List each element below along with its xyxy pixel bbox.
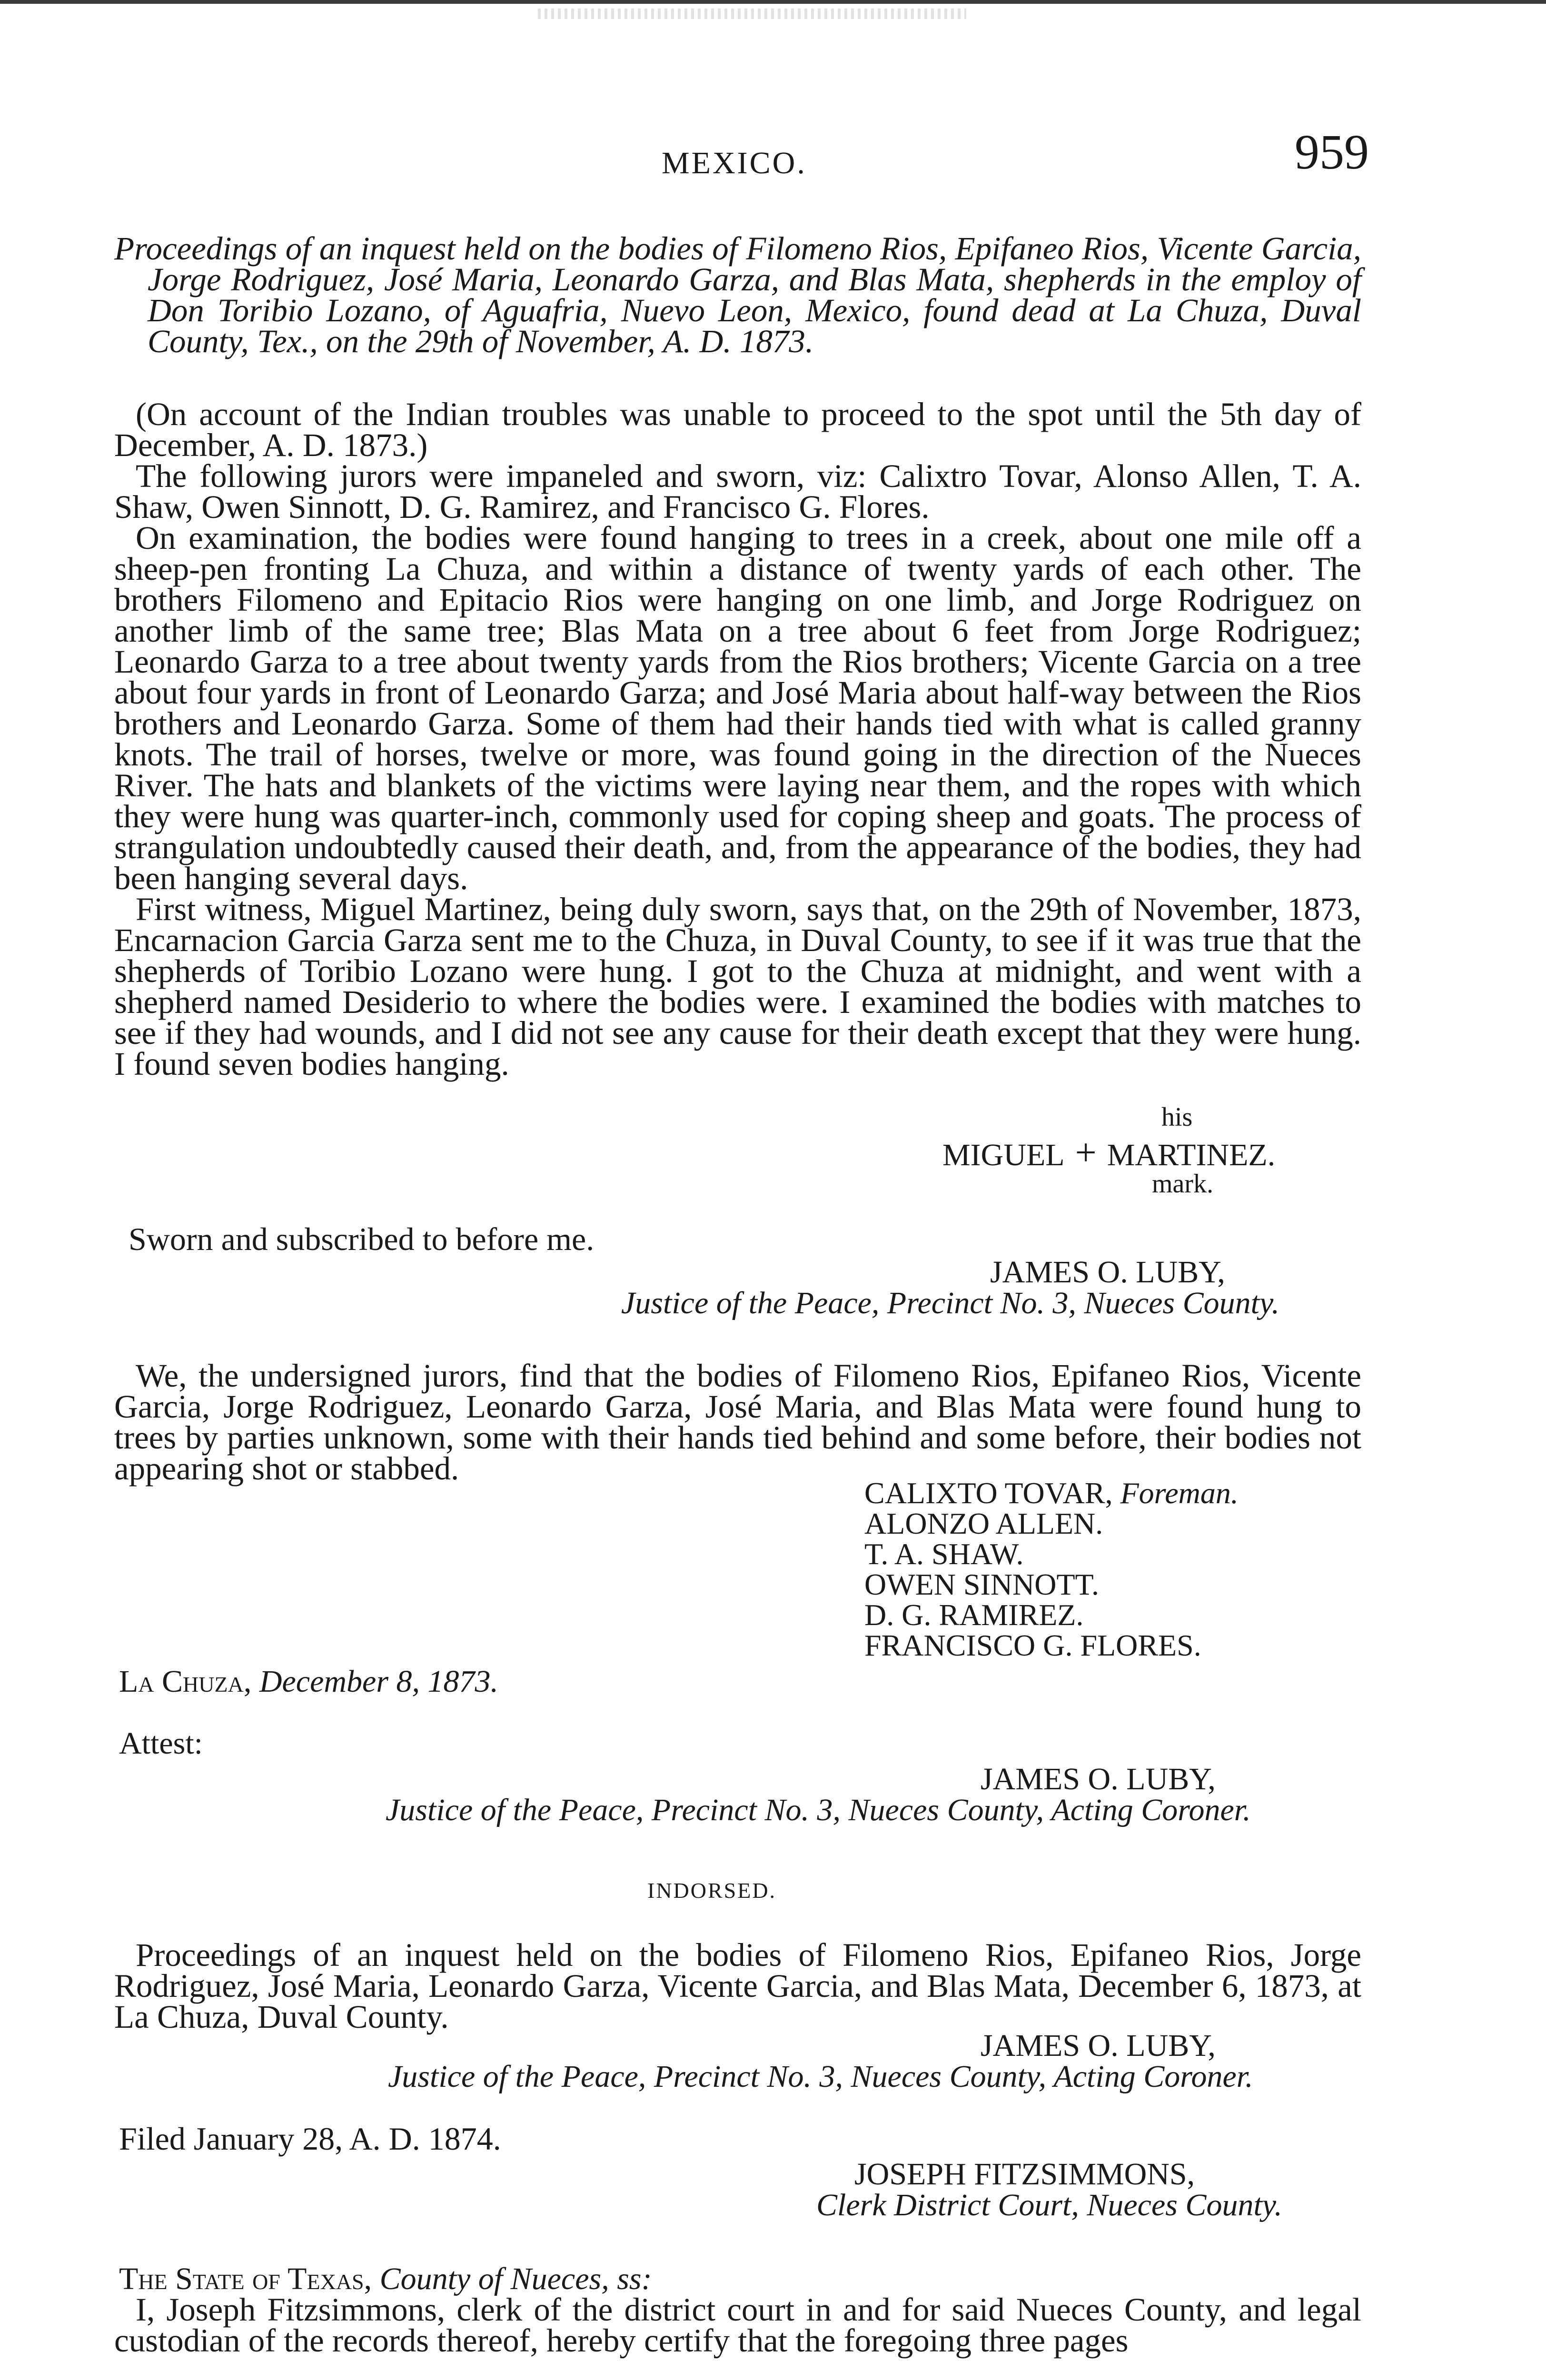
certification-text: I, Joseph Fitzsimmons, clerk of the district court in and for said Nueces County, and legal custodian of the records thereof, hereby certify that the foregoing three pages — [114, 2291, 1361, 2359]
mark-name-line — [942, 1131, 1275, 1175]
foreman-role: Foreman. — [1120, 1476, 1239, 1510]
running-title: MEXICO. — [662, 146, 807, 180]
witness-mark-signature — [942, 1102, 1371, 1211]
luby-title-3: Justice of the Peace, Precinct No. 3, Nueces County, Acting Coroner. — [388, 2059, 1253, 2094]
paragraph-indian-troubles: (On account of the Indian troubles was unable to proceed to the spot until the 5th day of December, A. D. 1873.) — [114, 396, 1361, 463]
foreman-name: CALIXTO TOVAR, — [864, 1476, 1113, 1510]
running-head — [0, 119, 1546, 190]
mark-his-label: his — [1161, 1102, 1193, 1132]
indorsed-heading: INDORSED. — [647, 1878, 777, 1903]
paragraph-first-witness: First witness, Miguel Martinez, being duly sworn, says that, on the 29th of November, 1873, Encarnacion Garcia Garza sent me to the Chuza, in Duval County, to see if it was true that the shepherds of Toribio Lozano were hung. I got to the Chuza at midnight, and went with a shepherd named Desiderio to where the bodies were. I examined the bodies with matches to see if they had wounds, and I did not see any cause for their death except that they were hung. I found seven bodies hanging. — [114, 891, 1361, 1082]
print-smudge — [538, 9, 966, 19]
juror-name: D. G. RAMIREZ. — [864, 1598, 1084, 1632]
juror-signatures — [864, 1478, 1239, 1661]
juror-name: FRANCISCO G. FLORES. — [864, 1628, 1201, 1662]
paragraph-jurors-sworn: The following jurors were impaneled and sworn, viz: Calixtro Tovar, Alonso Allen, T. A. Shaw, Owen Sinnott, D. G. Ramirez, and Francisco G. Flores. — [114, 458, 1361, 525]
indorsement-text: Proceedings of an inquest held on the bodies of Filomeno Rios, Epifaneo Rios, Jorge Rodriguez, José Maria, Leonardo Garza, Vicente Garcia, and Blas Mata, December 6, 1873, at La Chuza, Duval County. — [114, 1937, 1361, 2035]
luby-title-2: Justice of the Peace, Precinct No. 3, Nueces County, Acting Coroner. — [386, 1793, 1251, 1827]
luby-name-1: JAMES O. LUBY, — [990, 1255, 1225, 1289]
juror-name: T. A. SHAW. — [864, 1537, 1024, 1571]
place-date-line — [119, 1666, 498, 1697]
inquest-heading-block — [114, 230, 1361, 359]
verdict-block — [114, 1358, 1361, 1487]
luby-name-3: JAMES O. LUBY, — [981, 2028, 1216, 2063]
witness-last-name: MARTINEZ. — [1107, 1138, 1276, 1172]
indorsement-block — [114, 1937, 1361, 2035]
attest-label: Attest: — [119, 1726, 203, 1761]
certification-block — [114, 2291, 1361, 2359]
filed-line: Filed January 28, A. D. 1874. — [119, 2121, 501, 2157]
inquest-date: December 8, 1873. — [259, 1664, 499, 1699]
cross-mark-icon: + — [1075, 1132, 1097, 1174]
state-name: The State of Texas, — [119, 2261, 372, 2296]
fitzsimmons-name: JOSEPH FITZSIMMONS, — [854, 2157, 1195, 2192]
juror-name: ALONZO ALLEN. — [864, 1507, 1103, 1540]
page-top-rule — [0, 0, 1546, 4]
juror-name: OWEN SINNOTT. — [864, 1567, 1099, 1601]
luby-title-1: Justice of the Peace, Precinct No. 3, Nueces County. — [621, 1286, 1280, 1320]
page-number: 959 — [1295, 125, 1369, 179]
sworn-line: Sworn and subscribed to before me. — [129, 1221, 595, 1257]
body-paragraphs — [114, 396, 1361, 1082]
juror-foreman — [864, 1478, 1239, 1508]
inquest-heading: Proceedings of an inquest held on the bodies of Filomeno Rios, Epifaneo Rios, Vicente Garcia, Jorge Rodriguez, José Maria, Leonardo Garza, and Blas Mata, shepherds in the employ of Don Toribio Lozano, of Aguafria, Nuevo Leon, Mexico, found dead at La Chuza, Duval County, Tex., on the 29th of November, A. D. 1873. — [114, 230, 1361, 359]
place-name: La Chuza, — [119, 1664, 252, 1699]
mark-label: mark. — [1152, 1169, 1214, 1199]
paragraph-examination: On examination, the bodies were found hanging to trees in a creek, about one mile off a sheep-pen fronting La Chuza, and within a distance of twenty yards of each other. The brothers Filomeno and Epitacio Rios were hanging on one limb, and Jorge Rodriguez on another limb of the same tree; Blas Mata on a tree about 6 feet from Jorge Rodriguez; Leonardo Garza to a tree about twenty yards from the Rios brothers; Vicente Garcia on a tree about four yards in front of Leonardo Garza; and José Maria about half-way between the Rios brothers and Leonardo Garza. Some of them had their hands tied with what is called granny knots. The trail of horses, twelve or more, was found going in the direction of the Nueces River. The hats and blankets of the victims were laying near them, and the ropes with which they were hung was quarter-inch, commonly used for coping sheep and goats. The process of strangulation undoubtedly caused their death, and, from the appearance of the bodies, they had been hanging several days. — [114, 520, 1361, 896]
state-line — [119, 2263, 652, 2295]
luby-name-2: JAMES O. LUBY, — [981, 1762, 1216, 1796]
jury-verdict: We, the undersigned jurors, find that the bodies of Filomeno Rios, Epifaneo Rios, Vicente Garcia, Jorge Rodriguez, Leonardo Garza, José Maria, and Blas Mata were found hung to trees by parties unknown, some with their hands tied behind and some before, their bodies not appearing shot or stabbed. — [114, 1358, 1361, 1487]
witness-first-name: MIGUEL — [942, 1138, 1065, 1172]
county-venue: County of Nueces, ss: — [379, 2261, 652, 2296]
fitzsimmons-title: Clerk District Court, Nueces County. — [816, 2188, 1282, 2222]
